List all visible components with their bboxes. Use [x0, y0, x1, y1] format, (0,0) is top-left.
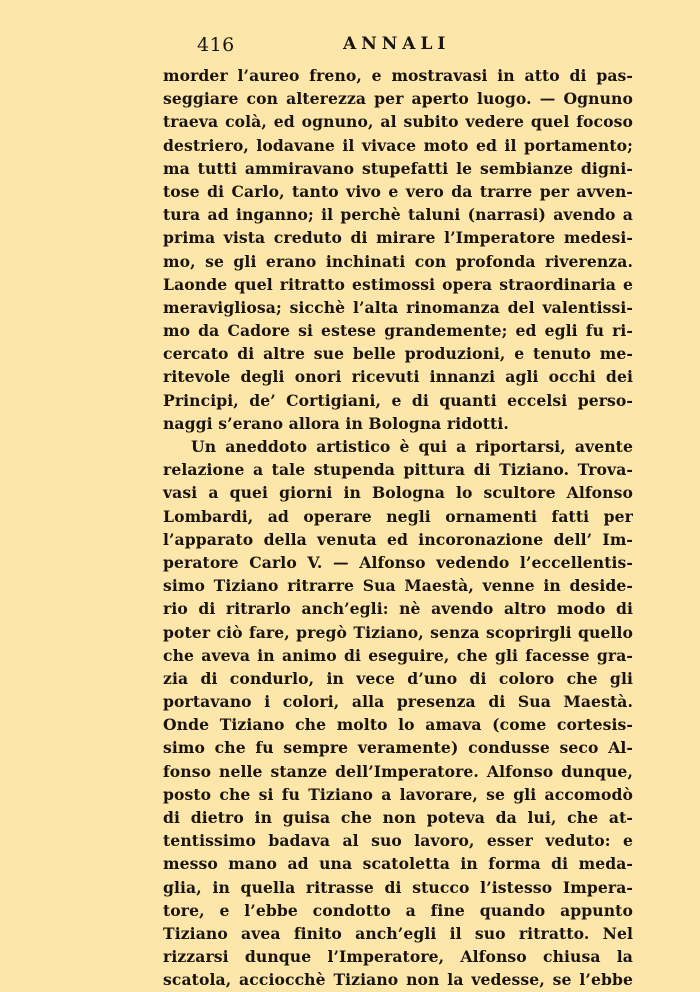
text-line: traeva colà, ed ognuno, al subito vedere quel focoso [163, 112, 633, 132]
page-number: 416 [197, 34, 235, 56]
text-line: peratore Carlo V. — Alfonso vedendo l’eccellentis- [163, 552, 633, 572]
text-line: che aveva in animo di eseguire, che gli facesse gra- [163, 645, 633, 665]
text-line: zia di condurlo, in vece d’uno di coloro che gli [163, 668, 633, 688]
text-line: morder l’aureo freno, e mostravasi in atto di pas- [163, 66, 633, 85]
text-line: destriero, lodavane il vivace moto ed il portamento; [163, 135, 633, 155]
text-line: Lombardi, ad operare negli ornamenti fatti per [163, 506, 633, 526]
running-head: ANNALI [343, 34, 451, 54]
text-line: tose di Carlo, tanto vivo e vero da trarre per avven- [163, 181, 633, 201]
text-line: Onde Tiziano che molto lo amava (come cortesis- [163, 715, 633, 735]
text-line: mo, se gli erano inchinati con profonda riverenza. [163, 251, 633, 271]
text-line: poter ciò fare, pregò Tiziano, senza scoprirgli quello [163, 622, 633, 642]
text-line: ritevole degli onori ricevuti innanzi agli occhi dei [163, 367, 633, 387]
text-line: rizzarsi dunque l’Imperatore, Alfonso chiusa la [163, 947, 633, 967]
text-line: meravigliosa; sicchè l’alta rinomanza del valentissi- [163, 297, 633, 317]
text-line: prima vista creduto di mirare l’Imperatore medesi- [163, 228, 633, 248]
text-line: l’apparato della venuta ed incoronazione dell’ Im- [163, 529, 633, 549]
text-line: mo da Cadore si estese grandemente; ed egli fu ri- [163, 321, 633, 341]
text-line: fonso nelle stanze dell’Imperatore. Alfonso dunque, [163, 761, 633, 781]
text-line: simo che fu sempre veramente) condusse seco Al- [163, 738, 633, 758]
text-line: naggi s’erano allora in Bologna ridotti. [163, 413, 509, 433]
text-line: tentissimo badava al suo lavoro, esser veduto: e [163, 831, 633, 851]
text-line: cercato di altre sue belle produzioni, e tenuto me- [163, 344, 633, 364]
text-line: portavano i colori, alla presenza di Sua Maestà. [163, 692, 633, 712]
text-line: Laonde quel ritratto estimossi opera straordinaria e [163, 274, 633, 294]
body-text [163, 64, 633, 992]
text-line: posto che si fu Tiziano a lavorare, se gli accomodò [163, 784, 633, 804]
text-line: rio di ritrarlo anch’egli: nè avendo altro modo di [163, 599, 633, 619]
text-line: relazione a tale stupenda pittura di Tiziano. Trova- [163, 460, 633, 480]
text-line: Un aneddoto artistico è qui a riportarsi, avente [191, 437, 633, 456]
text-line: ma tutti ammiravano stupefatti le sembianze digni- [163, 158, 633, 178]
text-line: seggiare con alterezza per aperto luogo. — Ognuno [163, 89, 633, 109]
text-line: di dietro in guisa che non poteva da lui, che at- [163, 808, 633, 827]
text-line: Tiziano avea finito anch’egli il suo ritratto. Nel [163, 923, 633, 943]
text-line: scatola, acciocchè Tiziano non la vedesse, se l’ebbe [163, 970, 633, 990]
text-line: glia, in quella ritrasse di stucco l’istesso Impera- [163, 877, 633, 897]
text-line: vasi a quei giorni in Bologna lo scultore Alfonso [163, 483, 633, 503]
text-line: simo Tiziano ritrarre Sua Maestà, venne in deside- [163, 576, 633, 596]
text-line: Principi, de’ Cortigiani, e di quanti eccelsi perso- [163, 390, 633, 410]
page-header [197, 34, 631, 58]
text-line: tore, e l’ebbe condotto a fine quando appunto [163, 900, 633, 920]
text-line: messo mano ad una scatoletta in forma di meda- [163, 854, 633, 874]
text-line: tura ad inganno; il perchè taluni (narrasi) avendo a [163, 205, 633, 225]
